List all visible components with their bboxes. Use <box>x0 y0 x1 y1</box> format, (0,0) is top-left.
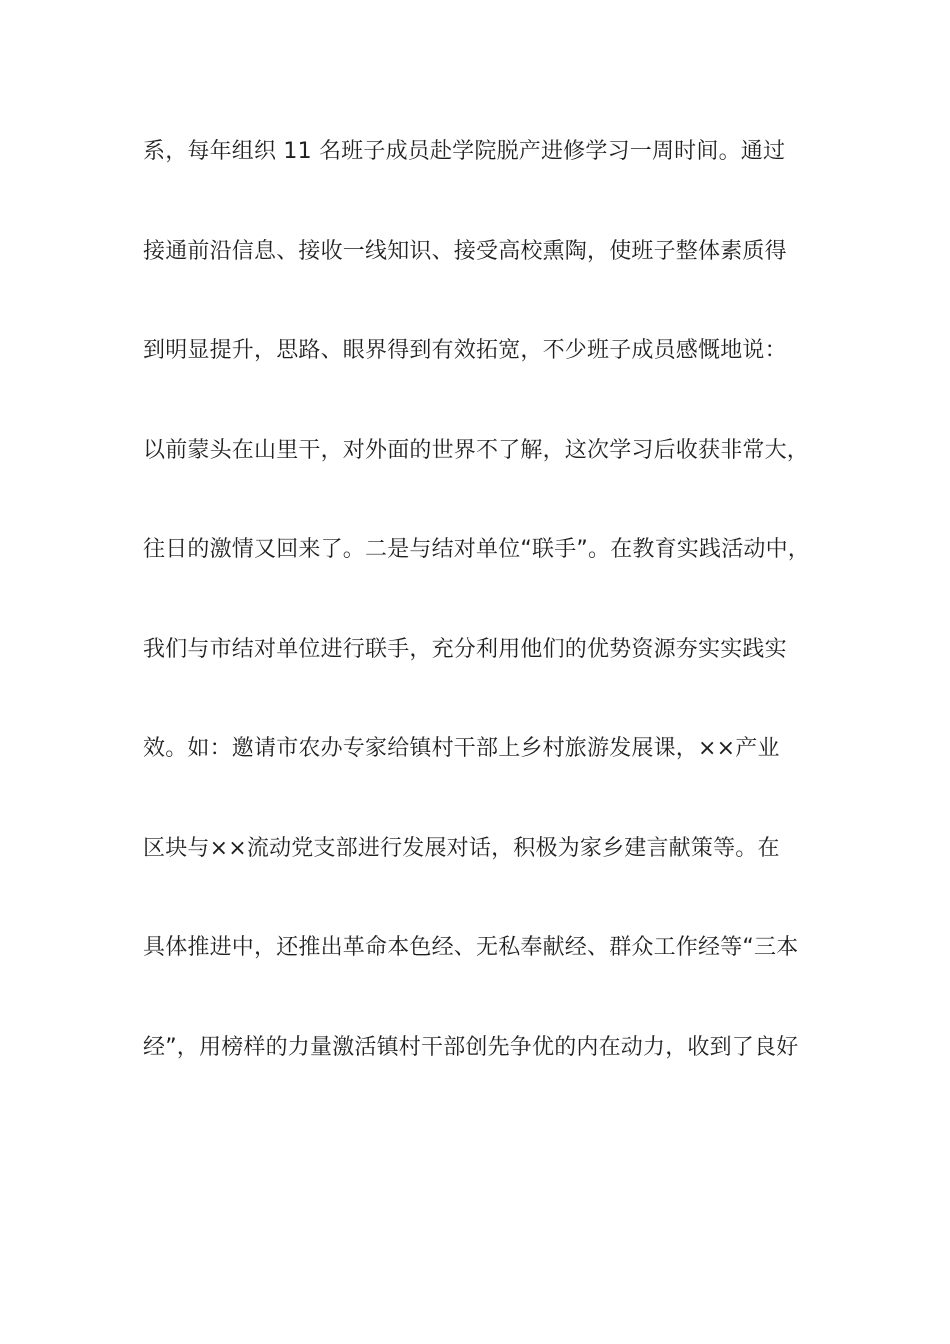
text-line-6: 我们与市结对单位进行联手，充分利用他们的优势资源夯实实践实 <box>143 636 787 662</box>
text-line-7: 效。如：邀请市农办专家给镇村干部上乡村旅游发展课，××产业 <box>143 736 780 761</box>
text-line-5: 往日的激情又回来了。二是与结对单位“联手”。在教育实践活动中， <box>143 537 810 562</box>
text-line-1: 系，每年组织 11 名班子成员赴学院脱产进修学习一周时间。通过 <box>143 139 786 164</box>
text-line-2: 接通前沿信息、接收一线知识、接受高校熏陶，使班子整体素质得 <box>143 238 787 264</box>
text-line-3: 到明显提升，思路、眼界得到有效拓宽，不少班子成员感慨地说： <box>143 338 787 363</box>
text-line-9: 具体推进中，还推出革命本色经、无私奉献经、群众工作经等“三本 <box>143 935 799 960</box>
text-line-4: 以前蒙头在山里干，对外面的世界不了解，这次学习后收获非常大， <box>143 437 810 463</box>
body-paragraph <box>143 130 823 1125</box>
text-line-8: 区块与××流动党支部进行发展对话，积极为家乡建言献策等。在 <box>143 835 780 861</box>
text-line-10: 经”，用榜样的力量激活镇村干部创先争优的内在动力，收到了良好 <box>143 1034 799 1060</box>
